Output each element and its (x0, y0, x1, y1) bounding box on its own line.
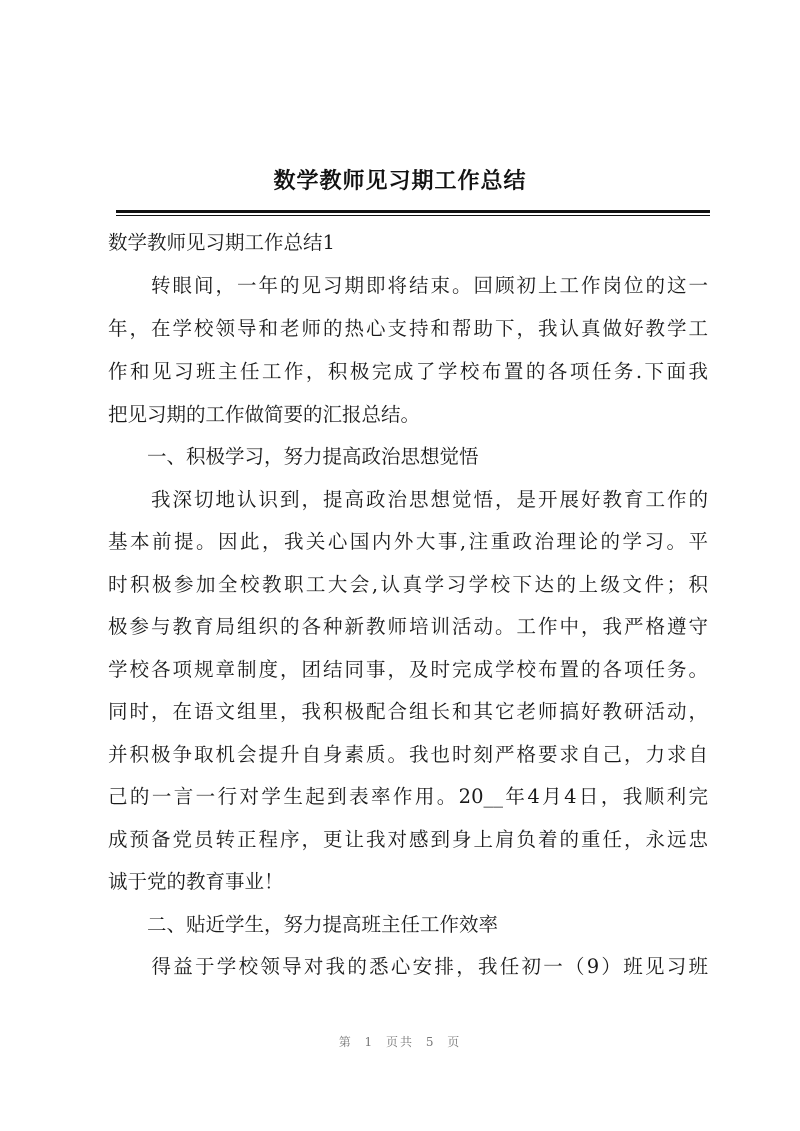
body-line: 同时，在语文组里，我积极配合组长和其它老师搞好教研活动， (108, 700, 708, 723)
body-line: 学校各项规章制度，团结同事，及时完成学校布置的各项任务。 (108, 658, 708, 681)
body-line: 年，在学校领导和老师的热心支持和帮助下，我认真做好教学工 (108, 317, 708, 340)
body-line: 得益于学校领导对我的悉心安排，我任初一（9）班见习班 (108, 955, 708, 978)
body-line: 极参与教育局组织的各种新教师培训活动。工作中，我严格遵守 (108, 615, 708, 638)
body-line: 诚于党的教育事业！ (108, 870, 284, 893)
body-line: 把见习期的工作做简要的汇报总结。 (108, 403, 421, 426)
title-rule-thick (116, 210, 710, 213)
body-line: 并积极争取机会提升自身素质。我也时刻严格要求自己，力求自 (108, 743, 708, 766)
body-line: 己的一言一行对学生起到表率作用。20__年4月4日，我顺利完 (108, 785, 708, 808)
document-title: 数学教师见习期工作总结 (273, 168, 527, 194)
body-line: 转眼间，一年的见习期即将结束。回顾初上工作岗位的这一 (108, 274, 708, 297)
body-line: 时积极参加全校教职工大会,认真学习学校下达的上级文件；积 (108, 573, 708, 596)
section-heading: 数学教师见习期工作总结1 (108, 231, 335, 254)
subheading: 一、积极学习，努力提高政治思想觉悟 (108, 445, 479, 468)
body-line: 基本前提。因此，我关心国内外大事,注重政治理论的学习。平 (108, 530, 708, 553)
subheading: 二、贴近学生，努力提高班主任工作效率 (108, 913, 499, 936)
body-line: 成预备党员转正程序，更让我对感到身上肩负着的重任，永远忠 (108, 828, 708, 851)
title-rule-thin (116, 215, 710, 216)
body-line: 我深切地认识到，提高政治思想觉悟，是开展好教育工作的 (108, 488, 708, 511)
body-line: 作和见习班主任工作，积极完成了学校布置的各项任务.下面我 (108, 360, 708, 383)
page-footer: 第 1 页共 5 页 (338, 1035, 462, 1049)
